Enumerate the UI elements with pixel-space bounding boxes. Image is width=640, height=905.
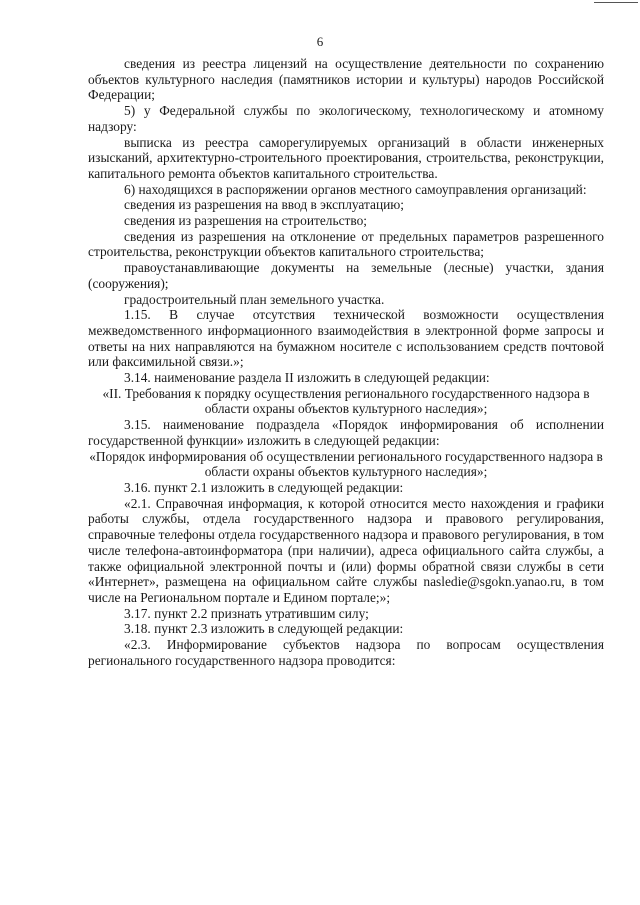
- document-body: [88, 56, 604, 668]
- paragraph: сведения из разрешения на отклонение от предельных параметров разрешенного строительства, реконструкции объектов капитального строительства;: [88, 228, 604, 260]
- paragraph: «2.3. Информирование субъектов надзора по вопросам осуществления регионального государственного надзора проводится:: [88, 637, 604, 668]
- section-title-quote: «II. Требования к порядку осуществления регионального государственного надзора в области охраны объектов культурного наследия»;: [102, 385, 590, 417]
- paragraph: «2.1. Справочная информация, к которой относится место нахождения и графики работы службы, отдела государственного надзора и правового регулирования, справочные телефоны отдела государственного надзора и правового регулирования, в том числе телефона-автоинформатора (при наличии), адреса официального сайта службы, а также официальной электронной почты и (или) формы обратной связи службы в сети «Интернет», размещена на официальном сайте службы nasledie@sgokn.yanao.ru, в том числе на Региональном портале и Едином портале;»;: [88, 495, 604, 605]
- paragraph: 6) находящихся в распоряжении органов местного самоуправления организаций:: [124, 181, 587, 197]
- paragraph: 3.14. наименование раздела II изложить в следующей редакции:: [124, 370, 490, 386]
- subsection-title-quote: «Порядок информирования об осуществлении регионального государственного надзора в области охраны объектов культурного наследия»;: [89, 448, 603, 480]
- paragraph: выписка из реестра саморегулируемых организаций в области инженерных изысканий, архитектурно-строительного проектирования, строительства, реконструкции, капитального ремонта объектов капитального строительства.: [88, 134, 604, 181]
- paragraph: сведения из реестра лицензий на осуществление деятельности по сохранению объектов культурного наследия (памятников истории и культуры) народов Российской Федерации;: [88, 56, 604, 103]
- paragraph: градостроительный план земельного участка.: [124, 291, 385, 307]
- paragraph: 1.15. В случае отсутствия технической возможности осуществления межведомственного информационного взаимодействия в электронной форме запросы и ответы на них направляются на бумажном носителе с использованием средств почтовой или факсимильной связи.»;: [88, 307, 604, 370]
- paragraph: 3.18. пункт 2.3 изложить в следующей редакции:: [124, 621, 404, 637]
- paragraph: 3.15. наименование подраздела «Порядок информирования об исполнении государственной функции» изложить в следующей редакции:: [88, 417, 604, 448]
- paragraph: 3.17. пункт 2.2 признать утратившим силу;: [124, 605, 369, 621]
- paragraph: правоустанавливающие документы на земельные (лесные) участки, здания (сооружения);: [88, 260, 604, 291]
- page-number: 6: [316, 34, 324, 49]
- paragraph: 3.16. пункт 2.1 изложить в следующей редакции:: [124, 479, 404, 495]
- paragraph: сведения из разрешения на строительство;: [124, 213, 368, 229]
- paragraph: сведения из разрешения на ввод в эксплуатацию;: [124, 197, 405, 213]
- corner-mark: [594, 2, 638, 3]
- paragraph: 5) у Федеральной службы по экологическому, технологическому и атомному надзору:: [88, 103, 604, 134]
